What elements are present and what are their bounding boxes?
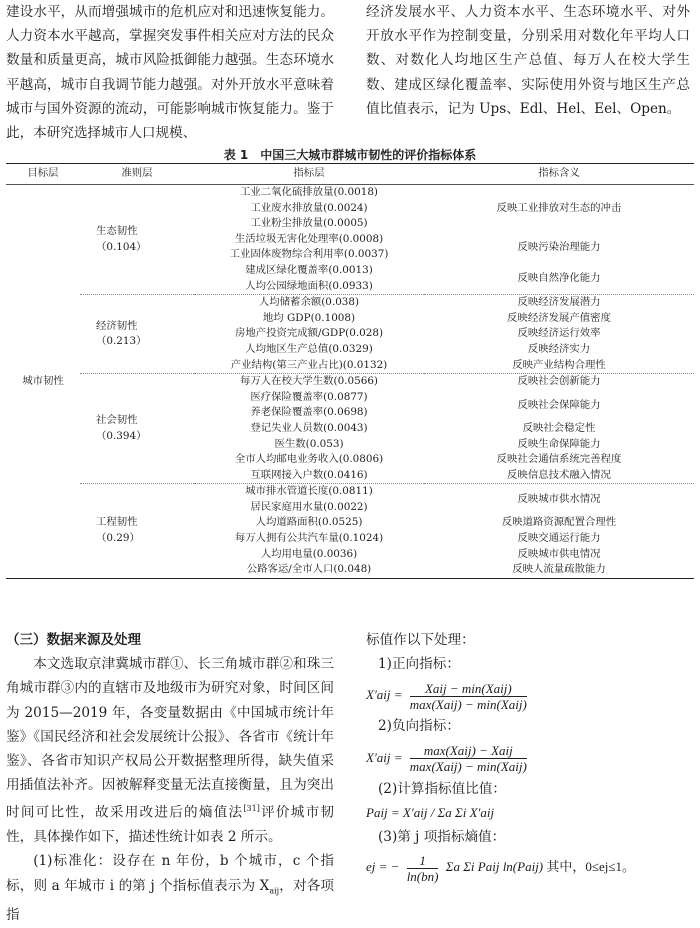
- meaning-cell: 反映城市供电情况: [517, 547, 601, 560]
- meaning-cell: 反映经济运行效率: [517, 327, 601, 340]
- indicator-cell: 工业粉尘排放量(0.0005): [250, 217, 368, 230]
- negative-formula: X′aij = $\frac{\text{max(Xaij) − Xaij}}{\text{max(Xaij) − min(Xaij)}}$: [366, 743, 527, 775]
- entropy-label: (3)第 j 项指标熵值：: [378, 829, 506, 846]
- left-column-bottom: [6, 628, 334, 928]
- ratio-formula: Paij = X′aij / Σa Σi X′aij: [366, 804, 495, 820]
- left-top-paragraph: 建设水平，从而增强城市的危机应对和迅速恢复能力。人力资本水平越高，掌握突发事件相关应对方法的民众数量和质量更高，城市风险抵御能力越强。生态环境水平越高，城市自我调节能力越强。对外开放水平意味着城市与国外资源的流动，可能影响城市恢复能力。鉴于此，本研究选择城市人口规模、: [6, 4, 334, 142]
- indicator-cell: 地均 GDP(0.1008): [262, 311, 356, 324]
- indicator-table: [6, 163, 694, 579]
- meaning-cell: 反映污染治理能力: [517, 240, 601, 253]
- indicator-cell: 城市排水管道长度(0.0811): [245, 485, 373, 498]
- header-indicator: 指标层: [194, 164, 424, 185]
- indicator-cell: 房地产投资完成额/GDP(0.028): [234, 327, 384, 340]
- indicator-cell: 每万人拥有公共汽车量(0.1024): [234, 532, 384, 545]
- header-target: 目标层: [6, 164, 80, 185]
- meaning-cell: 反映交通运行能力: [517, 532, 601, 545]
- meaning-cell: 反映产业结构合理性: [424, 358, 694, 374]
- meaning-cell: 反映经济发展潜力: [517, 296, 601, 309]
- indicator-cell: 每万人在校大学生数(0.0566): [240, 375, 378, 388]
- ratio-label: (2)计算指标值比值：: [378, 780, 507, 797]
- indicator-cell: 工业二氧化硫排放量(0.0018): [240, 186, 378, 198]
- meaning-cell: 反映城市供水情况: [517, 493, 601, 506]
- table-row: [6, 484, 694, 500]
- citation: [31]: [243, 804, 260, 814]
- indicator-cell: 工业固体废物综合利用率(0.0037): [229, 248, 389, 261]
- criterion-cell: [80, 374, 194, 484]
- entropy-formula: ej = − $\frac{1}{\ln(bn)}$ Σa Σi Paij ln(Paij) 其中，0≤ej≤1。: [366, 852, 636, 884]
- header-meaning: 指标含义: [424, 164, 694, 185]
- meaning-cell: 反映生命保障能力: [517, 437, 601, 450]
- indicator-cell: 人均公园绿地面积(0.0933): [194, 279, 424, 295]
- indicator-cell: 医疗保险覆盖率(0.0877): [250, 390, 368, 403]
- criterion-weight: （0.213）: [96, 335, 147, 348]
- table-title: 表 1 中国三大城市群城市韧性的评价指标体系: [223, 148, 477, 162]
- meaning-cell: 反映信息技术融入情况: [424, 468, 694, 484]
- indicator-cell: 生活垃圾无害化处理率(0.0008): [234, 232, 384, 245]
- indicator-cell: 人均地区生产总值(0.0329): [245, 342, 373, 355]
- indicator-cell: 人均储蓄余额(0.038): [258, 296, 360, 309]
- target-cell: 城市韧性: [6, 185, 80, 579]
- criterion-name: 经济韧性: [96, 319, 138, 332]
- meaning-cell: 反映社会创新能力: [517, 375, 601, 388]
- indicator-cell: 居民家庭用水量(0.0022): [250, 500, 368, 513]
- indicator-cell: 登记失业人员数(0.0043): [250, 421, 368, 434]
- section-heading: （三）数据来源及处理: [6, 632, 141, 648]
- criterion-cell: [80, 484, 194, 579]
- data-source-paragraph: 本文选取京津冀城市群①、长三角城市群②和珠三角城市群③内的直辖市及地级市为研究对象，时间区间为 2015—2019 年，各变量数据由《中国城市统计年鉴》《国民经济和社会发展统计公报》、各省市《统计年鉴》、各省市知识产权局公开数据整理所得，缺失值采用插值法补齐。因被解释变量无法直接衡量，且为突出时间可比性，故采用改进后的熵值法[31]评价城市韧性，具体操作如下，描述性统计如表 2 所示。: [6, 656, 335, 846]
- indicator-cell: 互联网接入户数(0.0416): [194, 468, 424, 484]
- criterion-name: 工程韧性: [96, 516, 138, 529]
- indicator-cell: 建成区绿化覆盖率(0.0013): [245, 263, 373, 276]
- indicator-cell: 人均用电量(0.0036): [260, 547, 358, 560]
- meaning-cell: 反映道路资源配置合理性: [501, 516, 617, 529]
- criterion-weight: （0.104）: [96, 240, 147, 253]
- meaning-cell: 反映社会保障能力: [517, 398, 601, 411]
- right-column-top: [366, 0, 690, 121]
- meaning-cell: 反映经济实力: [527, 342, 591, 355]
- right-column-bottom: [366, 628, 690, 885]
- criterion-name: 社会韧性: [96, 414, 138, 427]
- left-column-top: [6, 0, 334, 145]
- indicator-cell: 公路客运/全市人口(0.048): [194, 562, 424, 578]
- positive-label: 1)正向指标：: [378, 656, 460, 673]
- table-row: [6, 374, 694, 390]
- meaning-cell: 反映社会稳定性: [522, 421, 596, 434]
- header-criterion: 准则层: [80, 164, 194, 185]
- indicator-cell: 产业结构(第三产业占比)(0.0132): [194, 358, 424, 374]
- indicator-cell: 医生数(0.053): [274, 437, 344, 450]
- table-row: [6, 295, 694, 311]
- meaning-cell: 反映经济发展产值密度: [507, 311, 611, 324]
- indicator-cell: 人均道路面积(0.0525): [255, 516, 363, 529]
- indicator-cell: 全市人均邮电业务收入(0.0806): [234, 453, 384, 466]
- criterion-name: 生态韧性: [96, 224, 138, 237]
- criterion-weight: （0.29）: [96, 532, 140, 545]
- formula-intro: 标值作以下处理：: [366, 632, 475, 648]
- table-body: [6, 185, 694, 579]
- right-top-paragraph: 经济发展水平、人力资本水平、生态环境水平、对外开放水平作为控制变量，分别采用对数化年平均人口数、对数化人均地区生产总值、每万人在校大学生数、建成区绿化覆盖率、实际使用外资与地区生产总值比值表示，记为 Ups、Edl、Hel、Eel、Open。: [366, 4, 690, 117]
- indicator-cell: 养老保险覆盖率(0.0698): [250, 406, 368, 419]
- table-row: [6, 185, 694, 201]
- meaning-cell: 反映自然净化能力: [424, 263, 694, 295]
- standardization-paragraph: (1)标准化：设存在 n 年份，b 个城市，c 个指标，则 a 年城市 i 的第 j 个指标值表示为 $X_{aij}$，对各项指: [6, 853, 335, 924]
- table-header-row: [6, 164, 694, 185]
- meaning-cell: 反映人流量疏散能力: [424, 562, 694, 578]
- indicator-cell: 工业废水排放量(0.0024): [250, 201, 368, 214]
- criterion-weight: （0.394）: [96, 429, 147, 442]
- criterion-cell: [80, 185, 194, 295]
- criterion-cell: [80, 295, 194, 374]
- meaning-cell: 反映工业排放对生态的冲击: [496, 201, 622, 214]
- negative-label: 2)负向指标：: [378, 718, 460, 735]
- positive-formula: X′aij = $\frac{\text{Xaij − min(Xaij)}}{\text{max(Xaij) − min(Xaij)}}$: [366, 680, 527, 712]
- meaning-cell: 反映社会通信系统完善程度: [496, 453, 622, 466]
